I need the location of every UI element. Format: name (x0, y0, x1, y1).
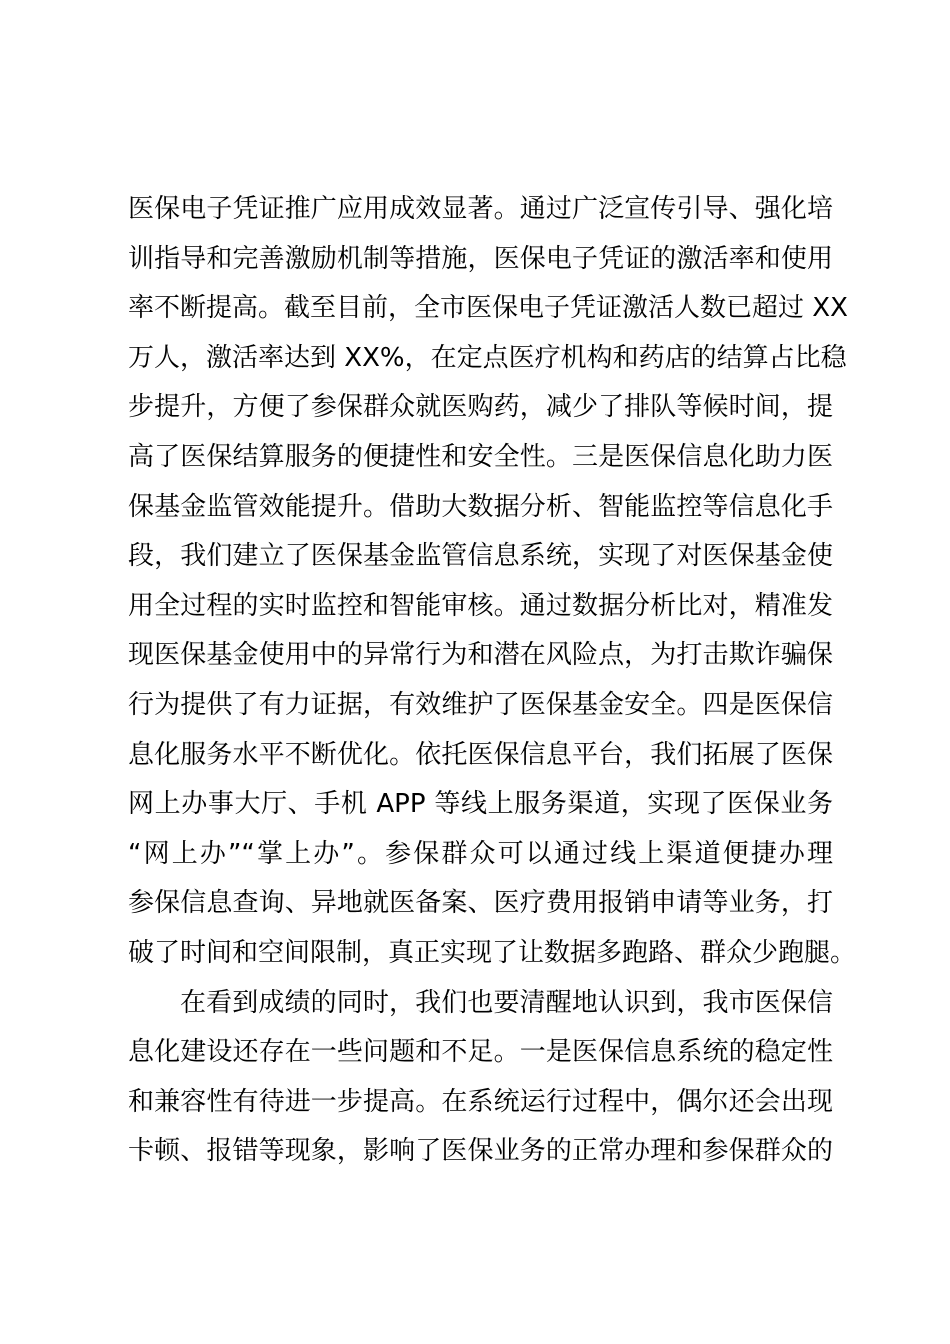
text-line: 步提升，方便了参保群众就医购药，减少了排队等候时间，提 (128, 392, 833, 423)
text-line: 现医保基金使用中的异常行为和潜在风险点，为打击欺诈骗保 (128, 640, 833, 671)
text-line: 率不断提高。截至目前，全市医保电子凭证激活人数已超过 XX (128, 293, 848, 324)
text-line: 息化服务水平不断优化。依托医保信息平台，我们拓展了医保 (128, 739, 833, 770)
text-line: 行为提供了有力证据，有效维护了医保基金安全。四是医保信 (128, 689, 833, 720)
text-line: 训指导和完善激励机制等措施，医保电子凭证的激活率和使用 (128, 243, 833, 274)
text-line: “网上办”“掌上办”。参保群众可以通过线上渠道便捷办理 (128, 838, 833, 869)
text-line: 医保电子凭证推广应用成效显著。通过广泛宣传引导、强化培 (128, 194, 833, 224)
text-line: 和兼容性有待进一步提高。在系统运行过程中，偶尔还会出现 (128, 1086, 833, 1117)
paragraph-2 (128, 979, 833, 1177)
text-line: 保基金监管效能提升。借助大数据分析、智能监控等信息化手 (128, 491, 833, 522)
text-line: 万人，激活率达到 XX%，在定点医疗机构和药店的结算占比稳 (128, 342, 847, 373)
text-line: 在看到成绩的同时，我们也要清醒地认识到，我市医保信 (180, 987, 833, 1018)
text-line: 破了时间和空间限制，真正实现了让数据多跑路、群众少跑腿。 (128, 937, 857, 968)
text-line: 卡顿、报错等现象，影响了医保业务的正常办理和参保群众的 (128, 1136, 833, 1167)
text-line: 息化建设还存在一些问题和不足。一是医保信息系统的稳定性 (128, 1037, 833, 1068)
text-line: 用全过程的实时监控和智能审核。通过数据分析比对，精准发 (128, 590, 833, 621)
text-line: 网上办事大厅、手机 APP 等线上服务渠道，实现了医保业务 (128, 789, 833, 820)
text-line: 高了医保结算服务的便捷性和安全性。三是医保信息化助力医 (128, 441, 833, 472)
document-body (128, 185, 857, 1177)
text-line: 段，我们建立了医保基金监管信息系统，实现了对医保基金使 (128, 541, 833, 572)
text-line: 参保信息查询、异地就医备案、医疗费用报销申请等业务，打 (128, 888, 833, 919)
paragraph-1 (128, 185, 857, 979)
